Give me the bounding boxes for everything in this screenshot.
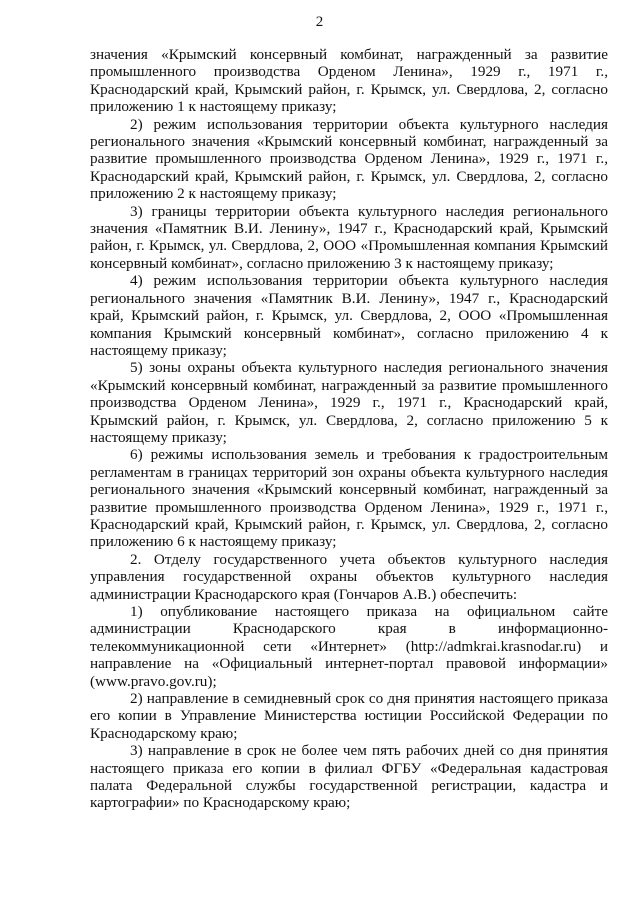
paragraph-continuation: значения «Крымский консервный комбинат, награжденный за развитие промышленного производства Орденом Ленина», 1929 г., 1971 г., Краснодарский край, Крымский район, г. Крымск, ул. Свердлова, 2, согласно приложению 1 к настоящему приказу; xyxy=(90,46,608,116)
paragraph-subitem-1: 1) опубликование настоящего приказа на официальном сайте администрации Краснодарского края в информационно-телекоммуникационной сети «Интернет» (http://admkrai.krasnodar.ru) и направление на «Официальный интернет-портал правовой информации» (www.pravo.gov.ru); xyxy=(90,603,608,690)
page-number: 2 xyxy=(315,14,324,30)
paragraph-item-2: 2) режим использования территории объекта культурного наследия регионального значения «Крымский консервный комбинат, награжденный за развитие промышленного производства Орденом Ленина», 1929 г., 1971 г., Краснодарский край, Крымский район, г. Крымск, ул. Свердлова, 2, согласно приложению 2 к настоящему приказу; xyxy=(90,115,608,203)
paragraph-item-6: 6) режимы использования земель и требования к градостроительным регламентам в границах территорий зон охраны объекта культурного наследия регионального значения «Крымский консервный комбинат, награжденный за развитие промышленного производства Орденом Ленина», 1929 г., 1971 г., Краснодарский край, Крымский район, г. Крымск, ул. Свердлова, 2, согласно приложению 6 к настоящему приказу; xyxy=(90,446,608,551)
paragraph-subitem-2: 2) направление в семидневный срок со дня принятия настоящего приказа его копии в Управление Министерства юстиции Российской Федерации по Краснодарскому краю; xyxy=(90,690,608,742)
document-body xyxy=(90,46,608,812)
paragraph-subitem-3: 3) направление в срок не более чем пять рабочих дней со дня принятия настоящего приказа его копии в филиал ФГБУ «Федеральная кадастровая палата Федеральной службы государственной регистрации, кадастра и картографии» по Краснодарскому краю; xyxy=(90,742,608,812)
paragraph-section-2: 2. Отделу государственного учета объектов культурного наследия управления государственной охраны объектов культурного наследия администрации Краснодарского края (Гончаров А.В.) обеспечить: xyxy=(90,550,608,603)
paragraph-item-3: 3) границы территории объекта культурного наследия регионального значения «Памятник В.И. Ленину», 1947 г., Краснодарский край, Крымский район, г. Крымск, ул. Свердлова, 2, ООО «Промышленная компания Крымский консервный комбинат», согласно приложению 3 к настоящему приказу; xyxy=(90,202,608,272)
paragraph-item-4: 4) режим использования территории объекта культурного наследия регионального значения «Памятник В.И. Ленину», 1947 г., Краснодарский край, Крымский район, г. Крымск, ул. Свердлова, 2, ООО «Промышленная компания Крымский консервный комбинат», согласно приложению 4 к настоящему приказу; xyxy=(90,272,608,359)
paragraph-item-5: 5) зоны охраны объекта культурного наследия регионального значения «Крымский консервный комбинат, награжденный за развитие промышленного производства Орденом Ленина», 1929 г., 1971 г., Краснодарский край, Крымский район, г. Крымск, ул. Свердлова, 2, согласно приложению 5 к настоящему приказу; xyxy=(90,359,608,446)
